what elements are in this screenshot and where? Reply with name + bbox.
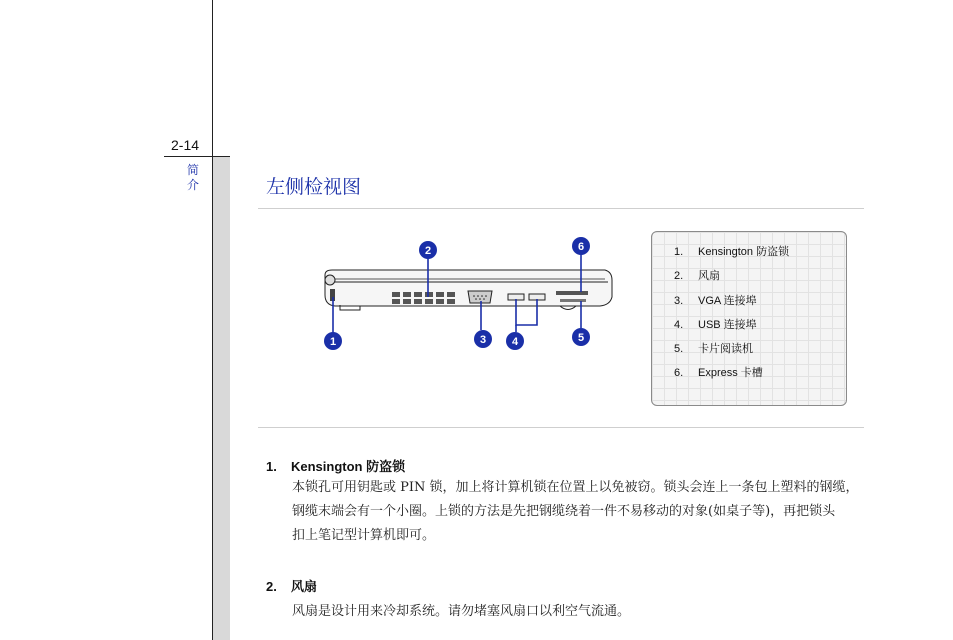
body-line: 本锁孔可用钥匙或 PIN 锁，加上将计算机锁在位置上以免被窃。锁头会连上一条包上塑料的钢缆， xyxy=(292,480,859,495)
callout-1 xyxy=(324,332,342,350)
body-line: 扣上笔记型计算机即可。 xyxy=(292,528,436,543)
callout-6 xyxy=(572,237,590,255)
section-divider-top xyxy=(258,208,864,209)
detail-heading-1: 1. Kensington 防盗锁 xyxy=(266,459,406,474)
svg-text:5: 5 xyxy=(577,332,585,344)
card-reader-slot xyxy=(560,299,586,302)
legend-list xyxy=(674,244,789,390)
body-line: 风扇是设计用来冷却系统。请勿堵塞风扇口以利空气流通。 xyxy=(292,604,631,619)
body-line: 钢缆末端会有一个小圈。上锁的方法是先把钢缆绕着一件不易移动的对象(如桌子等)，再把锁头 xyxy=(292,504,836,519)
callout-4 xyxy=(506,332,524,350)
callout-5 xyxy=(572,328,590,346)
detail-body-2 xyxy=(292,600,862,624)
legend-item: 1. Kensington 防盗锁 xyxy=(674,246,790,258)
svg-text:6: 6 xyxy=(577,241,585,253)
laptop-left-side-figure xyxy=(320,235,620,355)
page-number-rule xyxy=(164,156,230,157)
chapter-side-label: 简介 xyxy=(186,163,199,192)
legend-item: 4. USB 连接埠 xyxy=(674,318,757,331)
vga-port xyxy=(468,291,492,303)
margin-band xyxy=(213,157,230,640)
legend-item: 3. VGA 连接埠 xyxy=(674,294,757,307)
legend-item: 6. Express 卡槽 xyxy=(674,367,763,380)
express-card-slot xyxy=(556,291,588,295)
section-divider-bottom xyxy=(258,427,864,428)
legend-item: 2. 风扇 xyxy=(674,270,720,283)
figure-legend xyxy=(651,231,847,406)
callout-2 xyxy=(419,241,437,259)
svg-text:3: 3 xyxy=(479,334,487,346)
svg-text:4: 4 xyxy=(511,336,519,348)
section-title: 左侧检视图 xyxy=(266,176,362,198)
page-number: 2-14 xyxy=(171,137,200,153)
legend-item: 5. 卡片阅读机 xyxy=(674,343,753,356)
callout-3 xyxy=(474,330,492,348)
svg-text:1: 1 xyxy=(329,336,337,348)
laptop-body xyxy=(325,270,612,310)
detail-heading-2: 2. 风扇 xyxy=(266,579,318,594)
svg-text:2: 2 xyxy=(424,245,432,257)
detail-body-1 xyxy=(292,476,862,548)
